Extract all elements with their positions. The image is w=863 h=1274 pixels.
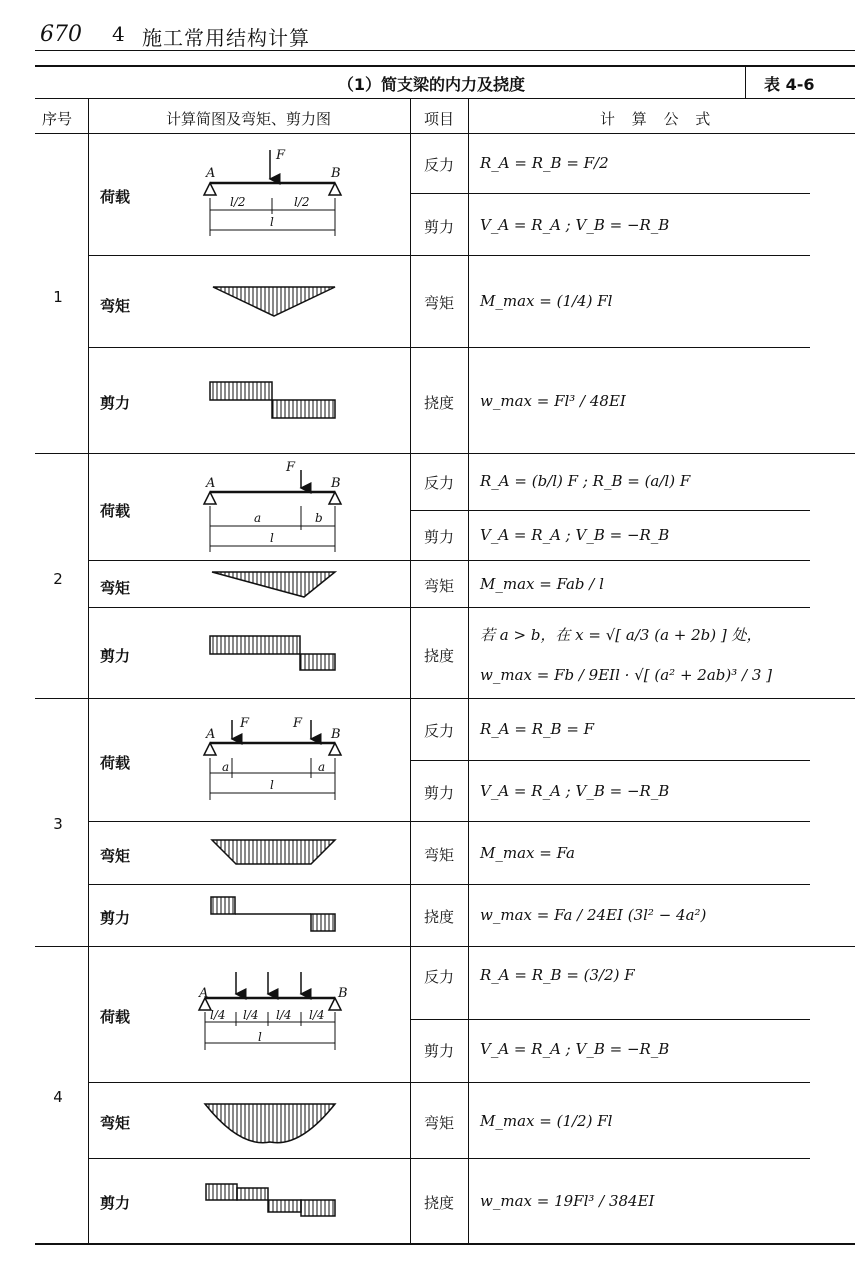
item-shear: 剪力 [423, 218, 454, 236]
dim-quarter: l/4 [210, 1008, 226, 1022]
item-deflection: 挠度 [423, 1194, 454, 1212]
header-item: 项目 [424, 110, 455, 128]
item-deflection: 挠度 [423, 394, 454, 412]
header-formula: 计 算 公 式 [600, 110, 717, 128]
item-shear: 剪力 [423, 1042, 454, 1060]
case1-shear-diagram [210, 382, 335, 418]
support-a-label: A [206, 166, 216, 181]
item-deflection: 挠度 [423, 908, 454, 926]
item-moment: 弯矩 [423, 846, 454, 864]
dim-l: l [270, 531, 274, 545]
case-number: 1 [53, 288, 63, 306]
formula-reaction: R_A = R_B = (3/2) F [480, 966, 635, 984]
load-label: 荷载 [100, 1008, 131, 1026]
formula-reaction: R_A = R_B = F [480, 720, 595, 738]
formula-deflection: w_max = Fl³ / 48EI [480, 392, 626, 410]
case-number: 4 [53, 1088, 63, 1106]
support-a-label: A [199, 986, 209, 1001]
formula-reaction: R_A = (b/l) F ; R_B = (a/l) F [480, 472, 691, 490]
shear-label: 剪力 [100, 909, 131, 927]
dim-a: a [222, 760, 230, 774]
support-a-label: A [206, 727, 216, 742]
item-reaction: 反力 [423, 722, 454, 740]
item-shear: 剪力 [423, 528, 454, 546]
support-a-label: A [206, 476, 216, 491]
case-number: 3 [53, 815, 63, 833]
formula-moment: M_max = (1/4) Fl [480, 292, 613, 310]
support-b-label: B [338, 986, 348, 1001]
formula-shear: V_A = R_A ; V_B = −R_B [480, 782, 670, 800]
item-deflection: 挠度 [423, 647, 454, 665]
formula-shear: V_A = R_A ; V_B = −R_B [480, 526, 670, 544]
load-label: 荷载 [100, 754, 131, 772]
dim-quarter: l/4 [276, 1008, 292, 1022]
shear-label: 剪力 [100, 394, 131, 412]
chapter-number: 4 [112, 22, 125, 46]
case2-shear-diagram [210, 636, 335, 670]
formula-shear: V_A = R_A ; V_B = −R_B [480, 216, 670, 234]
load-label: 荷载 [100, 502, 131, 520]
page-number: 670 [40, 22, 82, 47]
formula-reaction: R_A = R_B = F/2 [480, 154, 609, 172]
formula-deflection: w_max = 19Fl³ / 384EI [480, 1192, 655, 1210]
support-b-label: B [331, 476, 341, 491]
dim-quarter: l/4 [309, 1008, 325, 1022]
dim-quarter: l/4 [243, 1008, 259, 1022]
dim-a: a [318, 760, 326, 774]
table-caption: （1）简支梁的内力及挠度 [337, 75, 526, 94]
force-label: F [276, 148, 286, 163]
force-label: F [286, 460, 296, 475]
shear-label: 剪力 [100, 1194, 131, 1212]
case1-moment-diagram [213, 287, 335, 316]
table-number: 表 4-6 [764, 75, 815, 94]
item-reaction: 反力 [423, 474, 454, 492]
support-b-label: B [331, 166, 341, 181]
item-reaction: 反力 [423, 968, 454, 986]
case2-moment-diagram [212, 572, 335, 597]
force-label: F [240, 716, 250, 731]
item-moment: 弯矩 [423, 1114, 454, 1132]
support-b-label: B [331, 727, 341, 742]
moment-label: 弯矩 [100, 297, 131, 315]
dim-l: l [270, 215, 274, 229]
formula-moment: M_max = (1/2) Fl [480, 1112, 613, 1130]
item-shear: 剪力 [423, 784, 454, 802]
shear-label: 剪力 [100, 647, 131, 665]
dim-l: l [258, 1030, 262, 1044]
formula-moment: M_max = Fa [480, 844, 575, 862]
formula-deflection: w_max = Fa / 24EI (3l² − 4a²) [480, 906, 707, 924]
case-number: 2 [53, 570, 63, 588]
moment-label: 弯矩 [100, 847, 131, 865]
chapter-title: 施工常用结构计算 [142, 26, 310, 50]
moment-label: 弯矩 [100, 1114, 131, 1132]
force-label: F [293, 716, 303, 731]
dim-half: l/2 [230, 195, 246, 209]
formula-deflection: w_max = Fb / 9EIl · √[ (a² + 2ab)³ / 3 ] [480, 666, 772, 684]
dim-a: a [254, 511, 262, 525]
item-moment: 弯矩 [423, 294, 454, 312]
formula-shear: V_A = R_A ; V_B = −R_B [480, 1040, 670, 1058]
case4-shear-diagram [206, 1184, 335, 1216]
formula-deflection-condition: 若 a > b，在 x = √[ a/3 (a + 2b) ] 处， [480, 626, 762, 644]
dim-half: l/2 [294, 195, 310, 209]
dim-l: l [270, 778, 274, 792]
dim-b: b [315, 511, 323, 525]
load-label: 荷载 [100, 188, 131, 206]
formula-moment: M_max = Fab / l [480, 575, 604, 593]
item-reaction: 反力 [423, 156, 454, 174]
header-diagram: 计算简图及弯矩、剪力图 [166, 110, 332, 128]
moment-label: 弯矩 [100, 579, 131, 597]
header-seq: 序号 [42, 110, 73, 128]
case3-moment-diagram [212, 840, 335, 864]
item-moment: 弯矩 [423, 577, 454, 595]
case3-shear-diagram [211, 897, 335, 931]
case4-moment-diagram [205, 1104, 335, 1143]
